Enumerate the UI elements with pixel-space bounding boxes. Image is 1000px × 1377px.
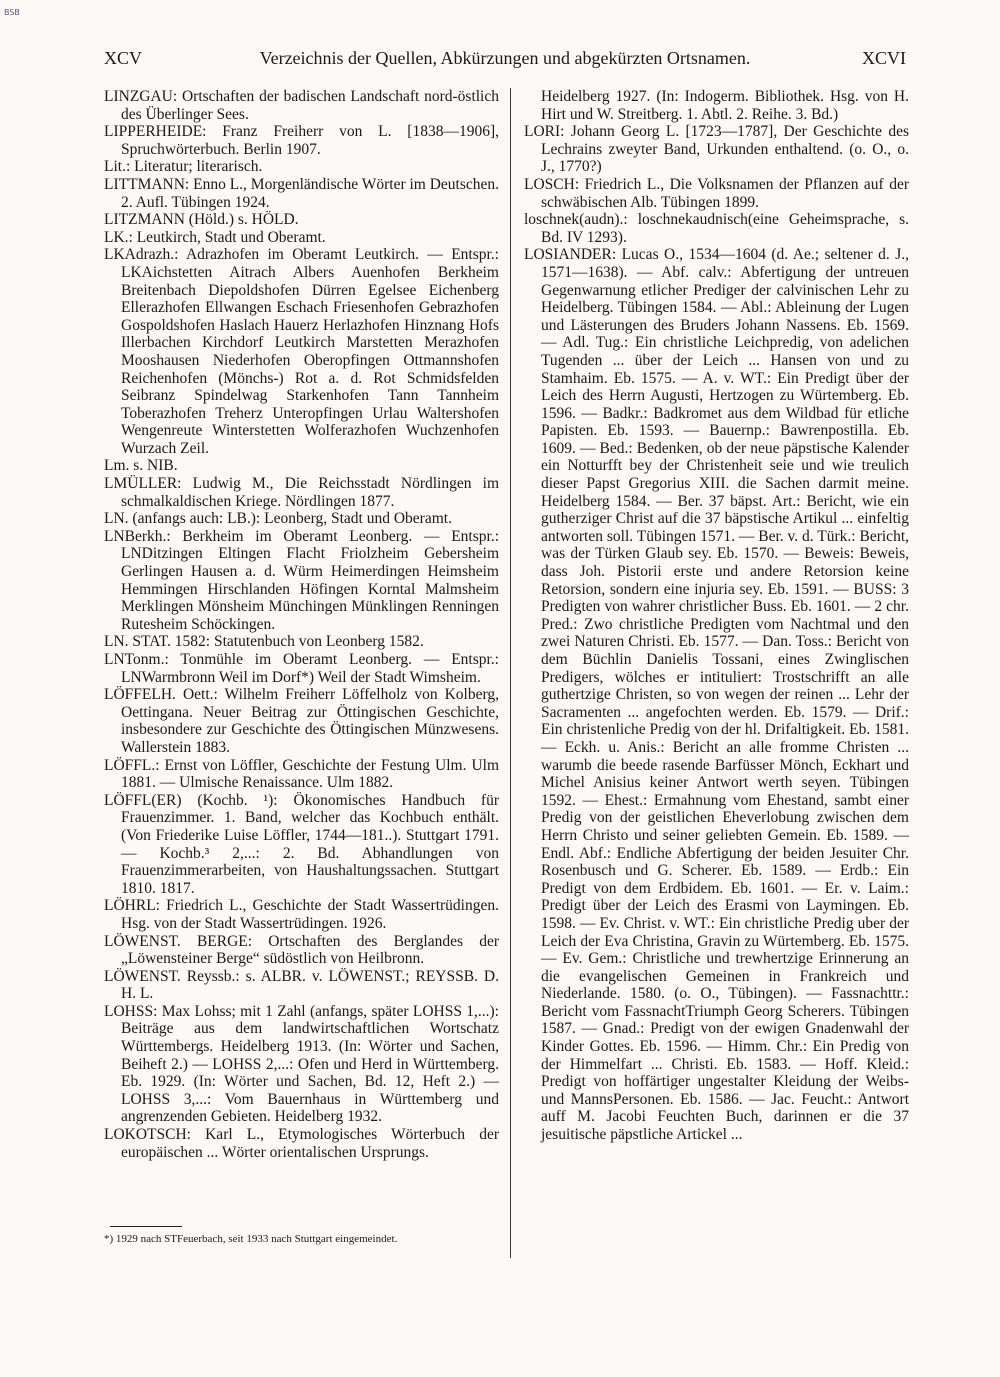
entry-ln-stat: LN. STAT. 1582: Statutenbuch von Leonberg 1582. (104, 633, 424, 651)
entry-loeffl: LÖFFL.: Ernst von Löffler, Geschichte der Festung Ulm. Ulm 1881. — Ulmische Renaissance. Ulm 1882. (104, 756, 499, 792)
right-column (524, 88, 909, 1144)
entry-loeffler-kochb: LÖFFL(ER) (Kochb. ¹): Ökonomisches Handbuch für Frauenzimmer. 1. Band, welcher das Kochbuch enthält. (Von Friederike Luise Löffler, 1744—181..). Stuttgart 1791. — Kochb.³ 2,...: 2. Bd. Abhandlungen von Frauenzimmerarbeiten, von Haushaltungssachen. Stuttgart 1810. 1817. (104, 791, 499, 897)
entry-loehrl: LÖHRL: Friedrich L., Geschichte der Stadt Wassertrüdingen. Hsg. von der Stadt Wassertrüdingen. 1926. (104, 897, 499, 932)
entry-littmann: LITTMANN: Enno L., Morgenländische Wörter im Deutschen. 2. Aufl. Tübingen 1924. (104, 175, 500, 211)
left-column (104, 88, 499, 1161)
entry-lipperheide: LIPPERHEIDE: Franz Freiherr von L. [1838—1906], Spruchwörterbuch. Berlin 1907. (104, 123, 499, 158)
entry-ln-berkh: LNBerkh.: Berkheim im Oberamt Leonberg. — Entspr.: LNDitzingen Eltingen Flacht Friolzheim Gebersheim Gerlingen Hausen a. d. Würm Heimerdingen Heimsheim Hemmingen Hirschlanden Höfingen Korntal Malmsheim Merklingen Mönsheim Münchingen Münklingen Renningen Rutesheim Schöckingen. (104, 527, 499, 633)
page-number-left: XCV (104, 48, 143, 68)
entry-loewenst-berge: LÖWENST. BERGE: Ortschaften des Berglandes der „Löwensteiner Berge“ südöstlich von Heilbronn. (104, 932, 499, 968)
entry-losiander: LOSIANDER: Lucas O., 1534—1604 (d. Ae.; seltener d. J., 1571—1638). — Abf. calv.: Abfertigung der untreuen Gegenwarnung etlicher Prediger der calvinischen Lehr zu Heidelberg. Tübingen 1584. — Abl.: Ableinung der Lugen und Lästerungen des Bruders Johann Nassens. Eb. 1569. — Adl. Tug.: Ein christliche Leichpredig, von adelichen Tugenden ... über der Leich ... Hansen von und zu Stamhaim. Eb. 1575. — A. v. WT.: Ein Predigt über der Leich des Herrn Augusti, Hertzogen zu Würtemberg. Eb. 1596. — Badkr.: Badkromet aus dem Wildbad für etliche Papisten. Eb. 1593. — Bauernp.: Bawrenpostilla. Eb. 1609. — Bed.: Bedenken, ob der neue päpstische Kalender ein Notturfft bey der Christenheit seie und wie treulich dieser Papst Gregorius XIII. die Sachen darmit meine. Heidelberg 1584. — Ber. 37 bäpst. Art.: Bericht, wie ein gutherziger Christ auf die 37 bäpstische Artikul ... einfeltig antworten soll. Tübingen 1571. — Ber. v. d. Türk.: Bericht, was der Türken Glaub sey. Eb. 1570. — Beweis: Beweis, dass Joh. Pistorii erste und andere Retorsion keine Retorsion, sondern eine injuria sey. Eb. 1591. — BUSS: 3 Predigten von wahrer christlicher Buss. Eb. 1601. — 2 chr. Pred.: Zwo christliche Predigten vom Nachtmal und den zwei Naturen Christi. Eb. 1577. — Dan. Toss.: Bericht von dem Büchlin Danielis Tossani, eines Zwinglischen Predigers, wölches er intituliert: Trostschrifft an alle guthertzige Christen, so von wegen der reinen ... Lehr der Sacramenten ... angefochten werden. Eb. 1579. — Drif.: Ein christenliche Predig von der hl. Drifaltigkeit. Eb. 1581. — Eckh. u. Anis.: Bericht an alle fromme Christen ... warumb die beede rasende Barfüsser Mönch, Eckhart und Michel Anisius keiner Antwort werth seyen. Tübingen 1592. — Ehest.: Ermahnung vom Ehestand, sambt einer Predig von der geistlichen Eheverlobung zwischen dem Herrn Christo und seiner geliebten Gemein. Eb. 1589. — Endl. Abf.: Endliche Abfertigung der beiden Jesuiter Chr. Rosenbusch und G. Scherer. Eb. 1589. — Erdb.: Ein Predigt von dem Erdbidem. Eb. 1601. — Er. v. Laim.: Predigt über der Leich des Erasmi von Laymingen. Eb. 1598. — Ev. Christ. v. WT.: Ein christliche Predig uber der Leich der Eva Christina, Gravin zu Würtemberg. Eb. 1575. — Ev. Gem.: Christliche und trewhertzige Erinnerung an die evangelischen Gemeinen in Frankreich und Niederlande. 1580. (o. O., Tübingen). — Fassnachttr.: Bericht vom FassnachtTriumph Georg Scherers. Tübingen 1587. — Gnad.: Predigt von der ewigen Gnadenwahl der Kinder Gottes. Eb. 1596. — Himm. Chr.: Ein Predig von der Himmelfart ... Christi. Eb. 1583. — Hoff. Kleid.: Predigt von hoffärtiger ungestalter Kleidung der Weibs- und MannsPersonen. Eb. 1586. — Jac. Feucht.: Antwort auff M. Jacobi Feuchten Buch, darinnen er die 37 jesuitische päpstliche Artickel ... (524, 246, 909, 1144)
entry-lm: Lm. s. NIB. (104, 457, 178, 475)
entry-litzmann: LITZMANN (Höld.) s. HÖLD. (104, 211, 299, 229)
footnote-rule (110, 1226, 182, 1227)
page-title: Verzeichnis der Quellen, Abkürzungen und abgekürzten Ortsnamen. (259, 48, 751, 68)
entry-ln-tonm: LNTonm.: Tonmühle im Oberamt Leonberg. — Entspr.: LNWarmbronn Weil im Dorf*) Weil der Stadt Wimsheim. (104, 651, 499, 686)
entry-lit: Lit.: Literatur; literarisch. (104, 158, 263, 176)
entry-loschnek: loschnek(audn).: loschnekaudnisch(eine Geheimsprache, s. Bd. IV 1293). (524, 211, 909, 246)
entry-loewenst-reyssb: LÖWENST. Reyssb.: s. ALBR. v. LÖWENST.; REYSSB. D. H. L. (104, 967, 499, 1003)
entry-ln: LN. (anfangs auch: LB.): Leonberg, Stadt und Oberamt. (104, 510, 452, 528)
library-stamp: BSB (4, 8, 20, 17)
entry-lohss: LOHSS: Max Lohss; mit 1 Zahl (anfangs, später LOHSS 1,...): Beiträge aus dem landwirtschaftlichen Wortschatz Württembergs. Heidelberg 1913. (In: Wörter und Sachen, Beiheft 2.) — LOHSS 2,...: Ofen und Herd in Württemberg. Eb. 1929. (In: Wörter und Sachen, Bd. 12, Heft 2.) — LOHSS 3,...: Vom Bauernhaus in Württemberg und angrenzenden Gebieten. Heidelberg 1932. (104, 1002, 499, 1126)
entry-lokotsch: LOKOTSCH: Karl L., Etymologisches Wörterbuch der europäischen ... Wörter orientalischen Ursprungs. (104, 1126, 499, 1161)
entry-linzgau: LINZGAU: Ortschaften der badischen Landschaft nord-östlich des Überlinger Sees. (104, 88, 499, 123)
entry-lokotsch-continued: Heidelberg 1927. (In: Indogerm. Bibliothek. Hsg. von H. Hirt und W. Streitberg. 1. Abtl. 2. Reihe. 3. Bd.) (541, 88, 909, 123)
page-header (104, 48, 906, 74)
entry-loeffelh: LÖFFELH. Oett.: Wilhelm Freiherr Löffelholz von Kolberg, Oettingana. Neuer Beitrag zur Öttingischen Geschichte, insbesondere zur Geschichte des Öttingischen Münzwesens. Wallerstein 1883. (104, 686, 499, 756)
column-divider (510, 88, 511, 1258)
page-number-right: XCVI (862, 48, 906, 68)
entry-lori: LORI: Johann Georg L. [1723—1787], Der Geschichte des Lechrains zweyter Band, Urkunden enthaltend. (o. O., o. J., 1770?) (524, 123, 909, 176)
entry-lk-adrazh: LKAdrazh.: Adrazhofen im Oberamt Leutkirch. — Entspr.: LKAichstetten Aitrach Albers Auenhofen Berkheim Breitenbach Diepoldshofen Dürren Egelsee Eichenberg Ellerazhofen Ellwangen Eschach Friesenhofen Gebrazhofen Gospoldshofen Haslach Hauerz Herlazhofen Hinznang Hofs Illerbachen Kirchdorf Leutkirch Marstetten Merazhofen Mooshausen Niederhofen Oberopfingen Ottmannshofen Reichenhofen (Mönchs-) Rot a. d. Rot Schmidsfelden Seibranz Spindelwag Starkenhofen Tann Tannheim Toberazhofen Treherz Unteropfingen Urlau Waltershofen Wengenreute Winterstetten Wolferazhofen Wuchzenhofen Wurzach Zeil. (104, 246, 499, 457)
entry-lmueller: LMÜLLER: Ludwig M., Die Reichsstadt Nördlingen im schmalkaldischen Kriege. Nördlingen 1877. (104, 475, 499, 510)
entry-lk: LK.: Leutkirch, Stadt und Oberamt. (104, 228, 326, 246)
footnote: *) 1929 nach STFeuerbach, seit 1933 nach Stuttgart eingemeindet. (104, 1233, 398, 1245)
entry-losch: LOSCH: Friedrich L., Die Volksnamen der Pflanzen auf der schwäbischen Alb. Tübingen 1899. (524, 175, 909, 211)
